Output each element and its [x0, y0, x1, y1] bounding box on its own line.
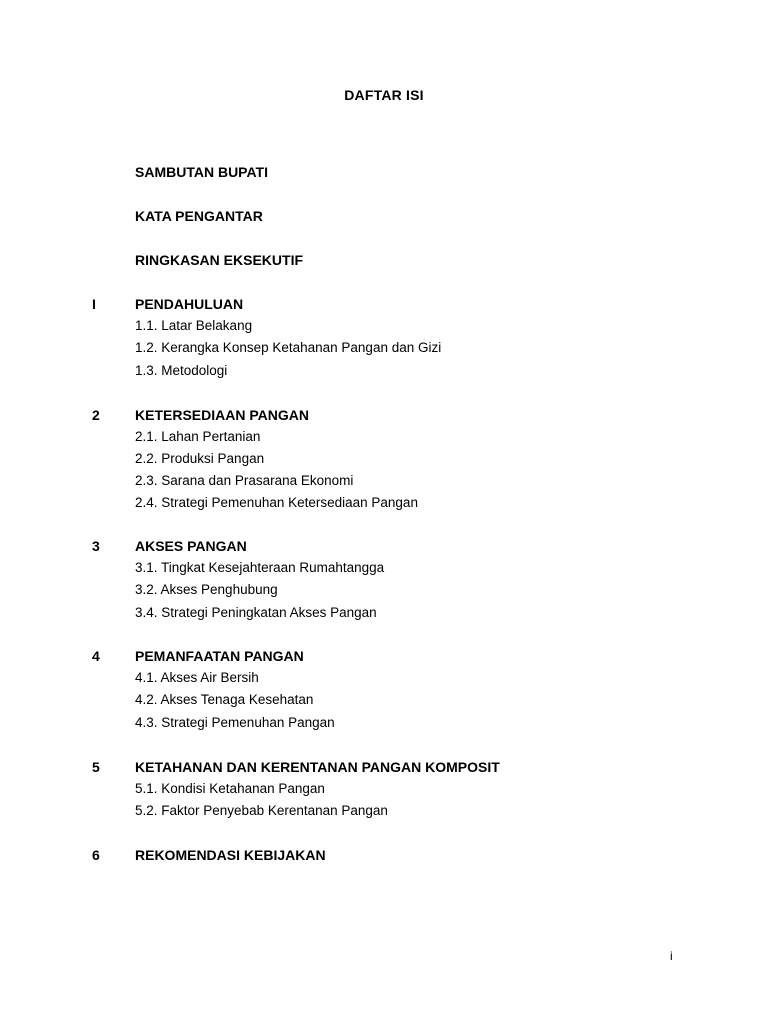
chapter-number: I [92, 296, 96, 312]
toc-section-3-1[interactable] [0, 558, 768, 578]
toc-front-matter-kata-pengantar[interactable] [0, 206, 768, 226]
toc-section-2-1[interactable] [0, 427, 768, 447]
toc-section-1-2[interactable] [0, 338, 768, 358]
toc-chapter-1[interactable] [0, 294, 768, 314]
section-title: 4.2. Akses Tenaga Kesehatan [135, 692, 314, 707]
toc-section-5-1[interactable] [0, 779, 768, 799]
chapter-number: 2 [92, 407, 100, 423]
toc-section-4-1[interactable] [0, 668, 768, 688]
chapter-title: AKSES PANGAN [135, 538, 247, 554]
section-title: 1.1. Latar Belakang [135, 318, 253, 333]
section-title: 5.2. Faktor Penyebab Kerentanan Pangan [135, 803, 388, 818]
toc-heading: SAMBUTAN BUPATI [135, 164, 268, 180]
toc-heading: KATA PENGANTAR [135, 208, 263, 224]
section-title: 3.1. Tingkat Kesejahteraan Rumahtangga [135, 560, 385, 575]
page-number: i [670, 949, 673, 963]
toc-front-matter-sambutan[interactable] [0, 162, 768, 182]
toc-section-4-3[interactable] [0, 713, 768, 733]
toc-section-3-2[interactable] [0, 580, 768, 600]
toc-section-2-2[interactable] [0, 449, 768, 469]
section-title: 2.2. Produksi Pangan [135, 451, 265, 466]
toc-section-2-3[interactable] [0, 471, 768, 491]
section-title: 2.3. Sarana dan Prasarana Ekonomi [135, 473, 354, 488]
toc-section-3-4[interactable] [0, 603, 768, 623]
section-title: 2.1. Lahan Pertanian [135, 429, 261, 444]
chapter-title: PENDAHULUAN [135, 296, 244, 312]
toc-chapter-4[interactable] [0, 646, 768, 666]
toc-section-1-1[interactable] [0, 316, 768, 336]
section-title: 2.4. Strategi Pemenuhan Ketersediaan Pangan [135, 495, 418, 510]
chapter-number: 5 [92, 759, 100, 775]
section-title: 5.1. Kondisi Ketahanan Pangan [135, 781, 325, 796]
chapter-title: PEMANFAATAN PANGAN [135, 648, 304, 664]
toc-chapter-3[interactable] [0, 536, 768, 556]
chapter-number: 4 [92, 648, 100, 664]
toc-front-matter-ringkasan[interactable] [0, 250, 768, 270]
toc-section-5-2[interactable] [0, 801, 768, 821]
section-title: 4.1. Akses Air Bersih [135, 670, 259, 685]
chapter-number: 3 [92, 538, 100, 554]
section-title: 3.4. Strategi Peningkatan Akses Pangan [135, 605, 377, 620]
toc-section-4-2[interactable] [0, 690, 768, 710]
chapter-title: KETERSEDIAAN PANGAN [135, 407, 309, 423]
toc-heading: RINGKASAN EKSEKUTIF [135, 252, 304, 268]
section-title: 1.2. Kerangka Konsep Ketahanan Pangan dan Gizi [135, 340, 442, 355]
toc-section-1-3[interactable] [0, 361, 768, 381]
toc-chapter-5[interactable] [0, 757, 768, 777]
toc-chapter-2[interactable] [0, 405, 768, 425]
chapter-number: 6 [92, 847, 100, 863]
chapter-title: REKOMENDASI KEBIJAKAN [135, 847, 326, 863]
toc-section-2-4[interactable] [0, 493, 768, 513]
section-title: 1.3. Metodologi [135, 363, 228, 378]
chapter-title: KETAHANAN DAN KERENTANAN PANGAN KOMPOSIT [135, 759, 500, 775]
section-title: 3.2. Akses Penghubung [135, 582, 278, 597]
page-title: DAFTAR ISI [344, 87, 424, 103]
toc-chapter-6[interactable] [0, 845, 768, 865]
section-title: 4.3. Strategi Pemenuhan Pangan [135, 715, 335, 730]
